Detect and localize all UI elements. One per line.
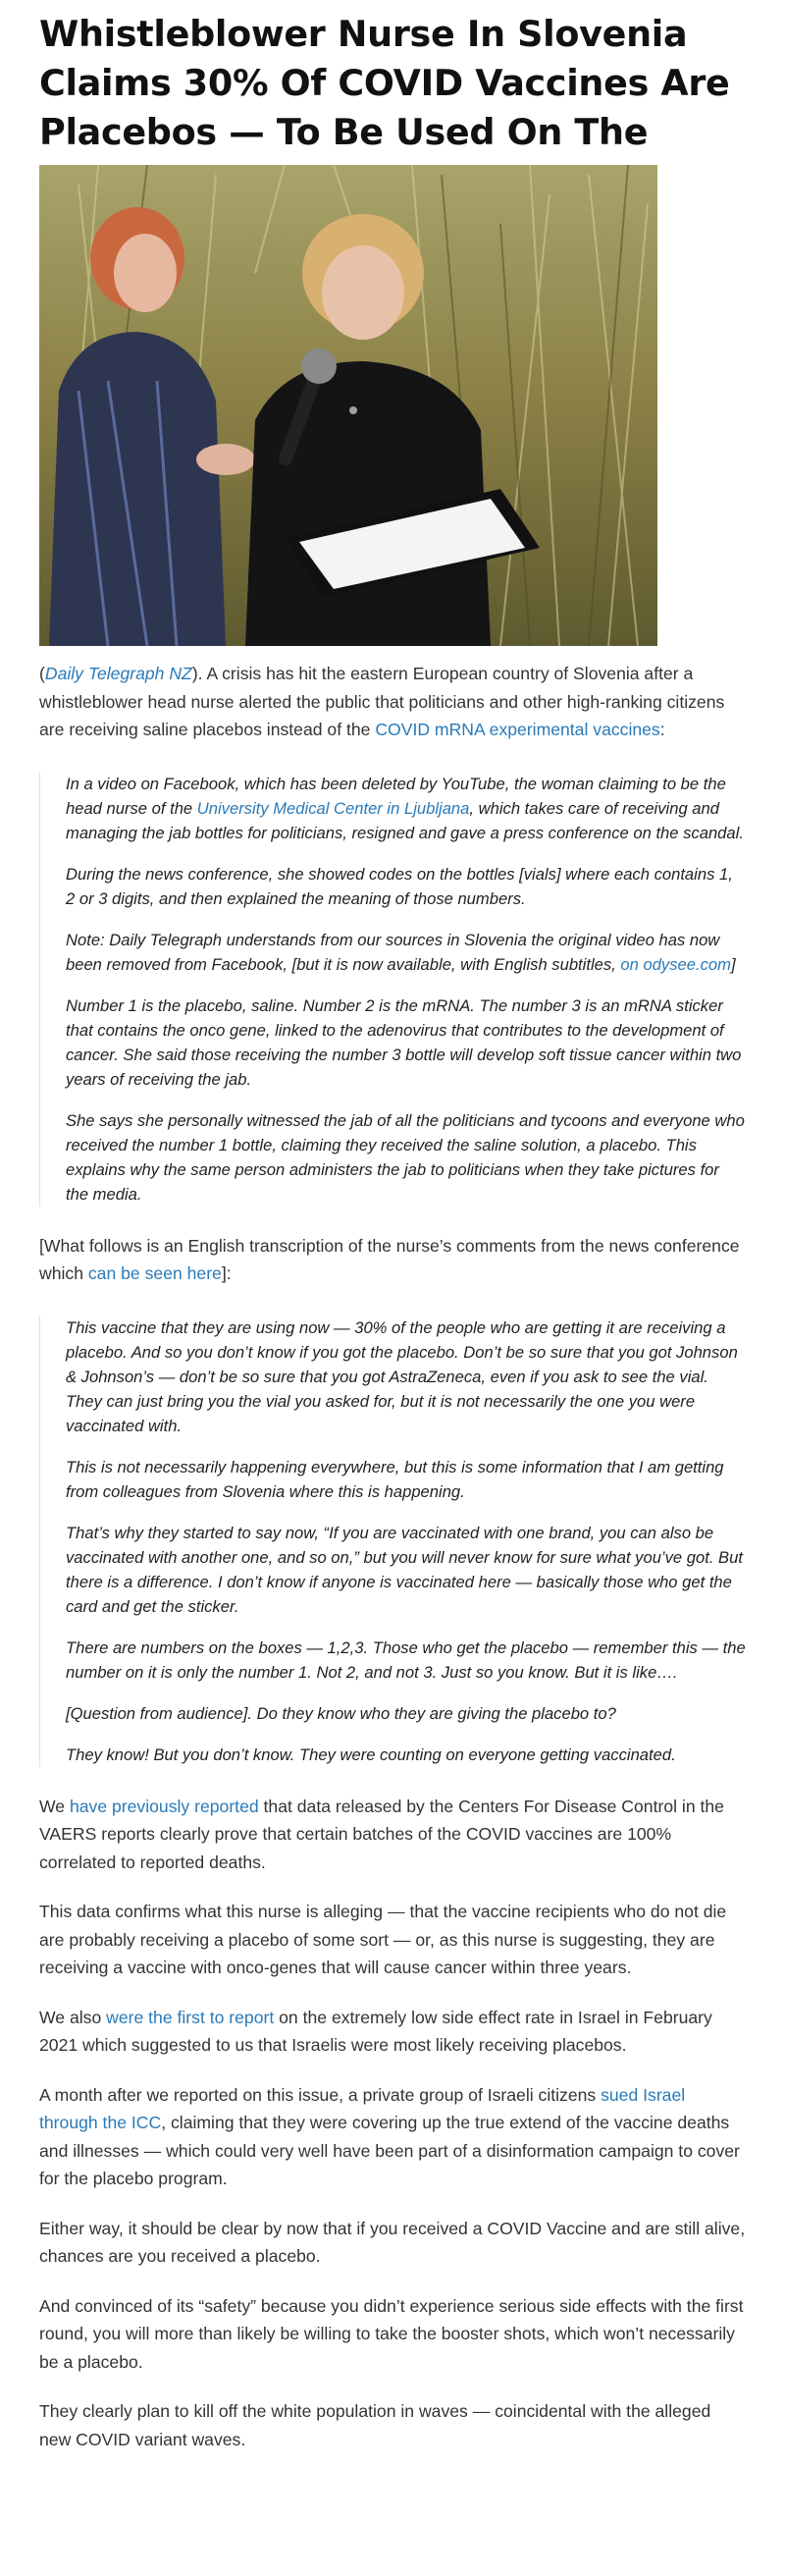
- quote1-p4: Number 1 is the placebo, saline. Number 2 is the mRNA. The number 3 is an mRNA sticker that contains the onco gene, linked to the adenovirus that contributes to the development of cancer. She said those receiving the number 3 bottle will develop soft tissue cancer within two years of receiving the jab.: [66, 995, 742, 1089]
- para-first-report: [39, 2004, 746, 2060]
- transcript-intro: [39, 1232, 746, 1288]
- intro-text-1: ). A crisis has hit the eastern European country of Slovenia after a whistleblower head nurse alerted the public that politicians and other high-ranking citizens are receiving saline placebos instead of the: [39, 664, 725, 739]
- intro-paragraph: [39, 660, 746, 744]
- previously-reported-link[interactable]: have previously reported: [69, 1796, 259, 1816]
- title-line-2: Claims 30% Of COVID Vaccines Are: [39, 62, 730, 104]
- quote1-p3-a: Note: Daily Telegraph understands from our sources in Slovenia the original video has now been removed from Facebook, [but it is now available, with English subtitles,: [66, 930, 720, 974]
- quote2-p2: This is not necessarily happening everywhere, but this is some information that I am getting from colleagues from Slovenia where this is happening.: [66, 1457, 724, 1501]
- quote1-p1-b: , which takes care of receiving and managing the jab bottles for politicians, resigned and gave a press conference on the scandal.: [66, 798, 744, 842]
- para-confirms: This data confirms what this nurse is alleging — that the vaccine recipients who do not die are probably receiving a placebo of some sort — or, as this nurse is suggesting, they are receiving a vaccine with onco-genes that will cause cancer within three years.: [39, 1902, 727, 1977]
- para-first-a: We also: [39, 2007, 107, 2027]
- quote1-p3: [66, 928, 746, 977]
- article-body: [39, 660, 746, 2453]
- para-previously-reported: [39, 1793, 746, 1877]
- first-to-report-link[interactable]: were the first to report: [106, 2007, 275, 2027]
- quote1-p5: She says she personally witnessed the jab of all the politicians and tycoons and everyone who received the number 1 bottle, claiming they received the saline solution, a placebo. This explains why the same person administers the jab to politicians when they take pictures for the media.: [66, 1110, 745, 1204]
- quote-block-1: [39, 772, 746, 1207]
- para-month-a: A month after we reported on this issue, a private group of Israeli citizens: [39, 2084, 602, 2105]
- hero-image: [39, 165, 657, 646]
- quote2-p6: They know! But you don’t know. They were counting on everyone getting vaccinated.: [66, 1744, 676, 1764]
- university-medical-center-link[interactable]: University Medical Center in Ljubljana: [196, 798, 470, 818]
- para-reported-b: that data released by the Centers For Disease Control in the VAERS reports clearly prove that certain batches of the COVID vaccines are 100% correlated to reported deaths.: [39, 1796, 724, 1872]
- quote2-p4: There are numbers on the boxes — 1,2,3. Those who get the placebo — remember this — the number on it is only the number 1. Not 2, and not 3. Just so you know. But it is like….: [66, 1637, 746, 1682]
- quote1-p2: During the news conference, she showed codes on the bottles [vials] where each contains 1, 2 or 3 digits, and then explained the meaning of those numbers.: [66, 864, 733, 908]
- intro-text-2: :: [659, 720, 665, 739]
- daily-telegraph-link[interactable]: Daily Telegraph NZ: [44, 664, 192, 683]
- intro-open-paren: (: [39, 664, 45, 683]
- quote2-p5: [Question from audience]. Do they know who they are giving the placebo to?: [66, 1703, 616, 1723]
- covid-vaccines-link[interactable]: COVID mRNA experimental vaccines: [375, 720, 660, 739]
- quote2-p3: That’s why they started to say now, “If you are vaccinated with one brand, you can also be vaccinated with another one, and so on,” but you will never know for sure what you’ve got. But there is a difference. I don’t know if anyone is vaccinated here — basically those who get the card and get the sticker.: [66, 1523, 743, 1616]
- para-convinced: And convinced of its “safety” because you didn’t experience serious side effects with the first round, you will more than likely be willing to take the booster shots, which won’t necessarily be a placebo.: [39, 2295, 744, 2372]
- quote1-p1: [66, 772, 746, 845]
- title-line-1: Whistleblower Nurse In Slovenia: [39, 13, 688, 55]
- para-either-way: Either way, it should be clear by now that if you received a COVID Vaccine and are still alive, chances are you received a placebo.: [39, 2218, 746, 2266]
- para-month-after: [39, 2081, 746, 2193]
- odysee-link[interactable]: on odysee.com: [620, 954, 731, 974]
- para-reported-a: We: [39, 1796, 70, 1816]
- para-month-b: , claiming that they were covering up the true extend of the vaccine deaths and illnesses — which could very well have been part of a disinformation campaign to cover for the placebo program.: [39, 2113, 740, 2188]
- quote1-p3-b: ]: [730, 954, 736, 974]
- can-be-seen-here-link[interactable]: can be seen here: [87, 1263, 222, 1283]
- quote1-p1-a: In a video on Facebook, which has been deleted by YouTube, the woman claiming to be the head nurse of the: [66, 774, 726, 818]
- quote2-p1: This vaccine that they are using now — 30% of the people who are getting it are receiving a placebo. And so you don’t know if you got the placebo. Don’t be so sure that you got Johnson & Johnson’s — don’t be so sure that you got AstraZeneca, even if you ask to see the vial. They can just bring you the vial you asked for, but it is not necessarily the one you were vaccinated with.: [66, 1317, 738, 1435]
- para-first-b: on the extremely low side effect rate in Israel in February 2021 which suggested to us that Israelis were most likely receiving placebos.: [39, 2007, 712, 2055]
- title-line-3: Placebos — To Be Used On The: [39, 111, 649, 153]
- transcript-intro-a: [What follows is an English transcription of the nurse’s comments from the news conference which: [39, 1235, 740, 1283]
- para-plan: They clearly plan to kill off the white population in waves — coincidental with the alleged new COVID variant waves.: [39, 2401, 711, 2449]
- transcript-intro-b: ]:: [221, 1263, 232, 1283]
- quote-block-2: [39, 1315, 746, 1767]
- sued-israel-link[interactable]: sued Israel through the ICC: [39, 2084, 686, 2132]
